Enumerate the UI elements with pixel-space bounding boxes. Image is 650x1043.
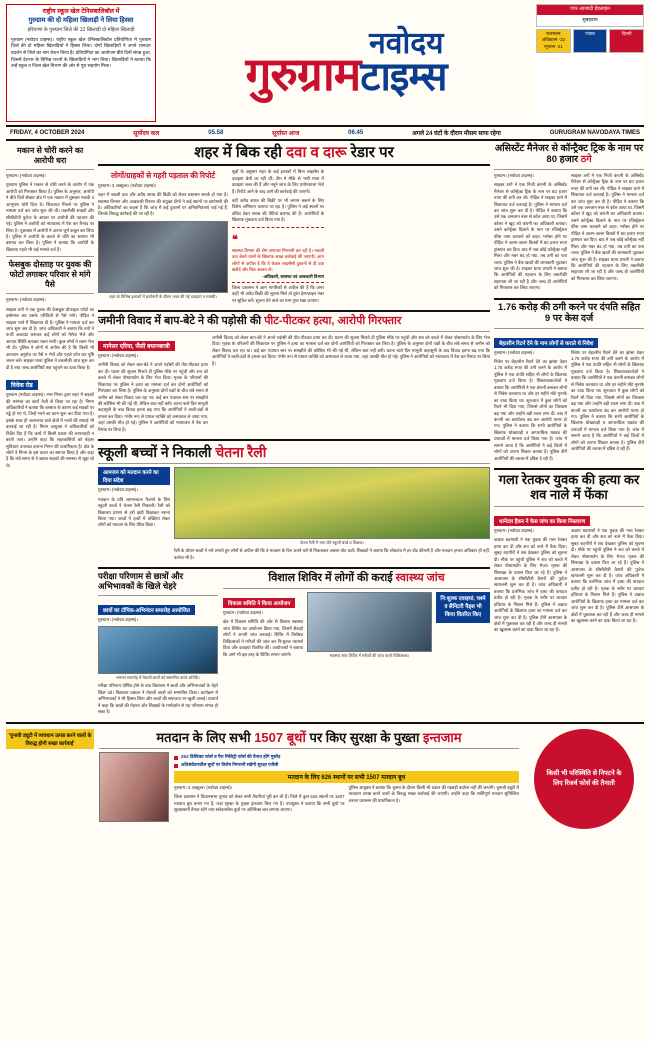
camp-kicker: विकास समिति ने किया आयोजन: [223, 598, 295, 608]
masthead-navodaya: नवोदय: [369, 27, 444, 61]
column-center: [98, 144, 490, 719]
column-right: [494, 144, 644, 719]
camp-headline: [223, 572, 490, 585]
weather-forecast: अगले 24 घंटों के दौरान मौसम साफ रहेगा: [412, 131, 501, 137]
school-headline-pre: स्कूली बच्चों ने निकाली: [98, 444, 212, 461]
masthead-title: [160, 27, 532, 101]
weather-sub: सुबहवाय: [582, 17, 598, 23]
assistant-headline: [494, 144, 644, 166]
camp-headline-red: स्वास्थ्य जांच: [395, 572, 445, 585]
booth-body1: जिला प्रशासन ने विधानसभा चुनाव को लेकर सभी तैयारियां पूरी कर ली हैं। जिले में कुल 626 स्थानों पर 1507 मतदान बूथ बनाए गए हैं, जहां सुरक्षा के पुख्ता इंतजाम किए गए हैं। उपायुक्त ने बताया कि सभी बूथों पर सुरक्षाकर्मी तैनात रहेंगे तथा संवेदनशील बूथों पर अतिरिक्त बल लगाया जाएगा।: [174, 794, 345, 813]
top-left-teaser: [6, 4, 156, 122]
lead-p3: वहीं अवैध शराब की बिक्री पर भी लगाम कसने के लिए विशेष अभियान चलाया जा रहा है। पुलिस ने कई स्थानों पर दबिश देकर शराब की पेटियां बरामद की हैं। आरोपियों के खिलाफ मुकदमा दर्ज किया गया है।: [232, 198, 324, 223]
school-kicker: आमजन को मतदान करने का दिया संदेश: [98, 467, 170, 485]
murder-byline: गुरुग्राम। (नवोदय टाइम्स)।: [494, 527, 534, 533]
top-strip: [6, 4, 644, 122]
school-photo-caption: चेतना रैली में भाग लेते स्कूली बच्चे व शिक्षक।: [300, 540, 364, 546]
weather-flags: [536, 29, 644, 53]
story-theft-body: गुरुग्राम पुलिस ने मकान से चोरी करने के आरोप में एक आरोपी को गिरफ्तार किया है। पुलिस के अनुसार, आरोपी ने बीते दिनों सेक्टर क्षेत्र में एक मकान में घुसकर नकदी व आभूषण चोरी किए थे। शिकायत मिलने पर पुलिस ने मामला दर्ज कर जांच शुरू की थी। तकनीकी साक्ष्यों और सीसीटीवी फुटेज के आधार पर आरोपी की पहचान की गई। पुलिस ने आरोपी को न्यायालय में पेश कर रिमांड पर लिया है। पूछताछ में आरोपी ने अपना जुर्म कबूल कर लिया है। पुलिस ने आरोपी के कब्जे से चोरी का सामान भी बरामद कर लिया है। पुलिस ने बताया कि आरोपी के खिलाफ पहले भी कई मामले दर्ज हैं।: [6, 182, 94, 252]
lead-quote-attrib: -अधिकारी, स्वास्थ्य एवं आबकारी विभाग: [262, 273, 324, 279]
lead-quote-box: [232, 227, 324, 283]
booth-headline: [99, 730, 519, 746]
school-byline: गुरुग्राम। (नवोदय टाइम्स)।: [98, 487, 138, 493]
land-body-cont: जमीनी विवाद को लेकर बाप-बेटे ने अपने पड़ोसी की पीट-पीटकर हत्या कर दी। घटना की सूचना मिलते ही पुलिस मौके पर पहुंची और शव को कब्जे में लेकर पोस्टमार्टम के लिए भेज दिया। मृतक के परिजनों की शिकायत पर पुलिस ने हत्या का मामला दर्ज कर दोनों आरोपियों को गिरफ्तार कर लिया है। पुलिस के अनुसार दोनों पक्षों के बीच लंबे समय से जमीन को लेकर विवाद चल रहा था। कई बार पंचायत स्तर पर समझौते की कोशिश भी की गई थी, लेकिन बात नहीं बनी। घटना वाले दिन मामूली कहासुनी के बाद विवाद इतना बढ़ गया कि आरोपियों ने लाठी-डंडों से हमला कर दिया। गंभीर रूप से घायल व्यक्ति को अस्पताल ले जाया गया, जहां उसकी मौत हो गई। पुलिस ने आरोपियों को न्यायालय में पेश कर रिमांड पर लिया है।: [212, 334, 490, 366]
lead-headline-red: दवा व दारू: [286, 144, 347, 161]
booth-bullets: [174, 754, 519, 769]
assistant-headline-red: ठगे: [580, 153, 592, 165]
fraud-body: निवेश पर बेहतरीन रिटर्न देने का झांसा देकर 1.76 करोड़ रुपए की ठगी करने के आरोप में पुलिस ने एक दंपति सहित नौ लोगों के खिलाफ मुकदमा दर्ज किया है। शिकायतकर्ताओं ने बताया कि आरोपियों ने एक कंपनी बनाकर लोगों से निवेश करवाया था और हर महीने मोटे मुनाफे का वादा किया था। शुरुआत में कुछ लोगों को रिटर्न भी दिया गया, जिससे लोगों का विश्वास बढ़ गया और उन्होंने बड़ी रकम लगा दी। बाद में कंपनी का कार्यालय बंद कर आरोपी फरार हो गए। पुलिस ने बताया कि सभी आरोपियों के खिलाफ धोखाधड़ी व आपराधिक षड्यंत्र की धाराओं में मामला दर्ज किया गया है। जांच में सामने आया है कि आरोपियों ने कई जिलों में लोगों को अपना शिकार बनाया है। पुलिस टीमें आरोपियों की तलाश में दबिश दे रही हैं।: [494, 359, 567, 461]
sunrise-label: सूर्योदय कल: [133, 131, 160, 137]
exam-photo: [98, 626, 218, 674]
lead-p4: जिला प्रशासन ने आम नागरिकों से अपील की है कि अगर कहीं भी अवैध बिक्री की सूचना मिले तो तुरंत हेल्पलाइन नंबर पर सूचित करें। सूचना देने वाले का नाम गुप्त रखा जाएगा।: [232, 284, 324, 303]
booth-bullet-2: अतिसंवेदनशील बूथों पर विशेष निगरानी रखेगी सुरक्षा एजेंसी: [174, 762, 519, 769]
fraud-kicker: बेहतरीन रिटर्न देने के नाम लोगों से कराते थे निवेश: [494, 338, 598, 348]
booth-yellow-band: मतदान के लिए 626 स्थानों पर सभी 1507 मतदान बूथ: [174, 771, 519, 783]
land-body: जमीनी विवाद को लेकर बाप-बेटे ने अपने पड़ोसी की पीट-पीटकर हत्या कर दी। घटना की सूचना मिलते ही पुलिस मौके पर पहुंची और शव को कब्जे में लेकर पोस्टमार्टम के लिए भेज दिया। मृतक के परिजनों की शिकायत पर पुलिस ने हत्या का मामला दर्ज कर दोनों आरोपियों को गिरफ्तार कर लिया है। पुलिस के अनुसार दोनों पक्षों के बीच लंबे समय से जमीन को लेकर विवाद चल रहा था। कई बार पंचायत स्तर पर समझौते की कोशिश भी की गई थी, लेकिन बात नहीं बनी। घटना वाले दिन मामूली कहासुनी के बाद विवाद इतना बढ़ गया कि आरोपियों ने लाठी-डंडों से हमला कर दिया। गंभीर रूप से घायल व्यक्ति को अस्पताल ले जाया गया, जहां उसकी मौत हो गई। पुलिस ने आरोपियों को न्यायालय में पेश कर रिमांड पर लिया है।: [98, 362, 208, 432]
assistant-byline: गुरुग्राम। (नवोदय टाइम्स)।: [494, 172, 534, 178]
lead-photo-caption: शहर के विभिन्न इलाकों में छापेमारी के दौरान जब्त की गई दवाइयां व सामग्री।: [109, 293, 217, 299]
story-facebook-headline: फेसबुक दोस्ताह पर युवक की फोटो लगाकर परिवार से मांगे पैसे: [8, 260, 92, 290]
lead-headline-post: रेडार पर: [350, 144, 394, 161]
land-kicker: मानेसर एरिया, जैसी बयानबाजी: [98, 341, 175, 351]
tag-vivek-road: विवेक रोड: [6, 380, 38, 390]
murder-body: अज्ञात बदमाशों ने एक युवक की गला रेतकर हत्या कर दी और शव को नाले में फेंक दिया। सुबह राहगीरों ने शव देखकर पुलिस को सूचना दी। मौके पर पहुंची पुलिस ने शव को कब्जे में लेकर पोस्टमार्टम के लिए भेजा। मृतक की शिनाख्त के प्रयास किए जा रहे हैं। पुलिस ने आसपास के सीसीटीवी कैमरों की फुटेज खंगालनी शुरू कर दी है। जांच अधिकारी ने बताया कि प्रारंभिक जांच में हत्या की वारदात प्रतीत हो रही है। मृतक के शरीर पर धारदार हथियार के निशान मिले हैं। पुलिस ने अज्ञात आरोपियों के खिलाफ हत्या का मामला दर्ज कर जांच शुरू कर दी है। पुलिस टीमें आसपास के क्षेत्रों में पूछताछ कर रही हैं और जल्द ही मामले का खुलासा करने का दावा किया जा रहा है।: [494, 537, 567, 633]
school-photo: [174, 467, 490, 539]
camp-byline: गुरुग्राम। (नवोदय टाइम्स)।: [223, 609, 263, 615]
fraud-headline: 1.76 करोड़ की ठगी करने पर दंपति सहित 9 पर केस दर्ज: [497, 301, 641, 324]
main-columns: [6, 144, 644, 719]
masthead-times: टाइम्स: [360, 54, 447, 99]
school-body2: रैली के दौरान बच्चों ने नारे लगाते हुए लोगों से अपील की कि वे मतदान के दिन अपने घरों से निकलकर अवश्य वोट डालें। शिक्षकों ने बताया कि लोकतंत्र में हर वोट कीमती है और मतदान हमारा अधिकार ही नहीं, कर्तव्य भी है।: [174, 548, 490, 560]
quote-mark-icon: ❝: [232, 233, 238, 246]
murder-kicker: थानेदार हैकर ने केस जांच का किया निस्तारण: [494, 516, 590, 526]
masthead-gurugram: गुरुग्राम: [245, 48, 361, 101]
exam-kicker: छात्रों का टॉपिक-अभिनंदन समारोह आयोजित: [98, 605, 195, 615]
lead-p2: सूत्रों के अनुसार शहर के कई इलाकों में बिना लाइसेंस के दवाइयां बेची जा रही थीं। टीम ने मौके से भारी मात्रा में दवाइयां जब्त की हैं और नमूने जांच के लिए प्रयोगशाला भेजे हैं। रिपोर्ट आने के बाद आगे की कार्रवाई की जाएगी।: [232, 169, 324, 194]
booth-headline-number: 1507 बूथों: [254, 729, 306, 745]
story-facebook-body: साइबर ठगों ने एक युवक की फेसबुक प्रोफाइल फोटो का इस्तेमाल कर उसके परिचितों से पैसे मांगे। पीड़ित ने साइबर थाने में शिकायत दी है। पुलिस ने मामला दर्ज कर जांच शुरू कर दी है। जांच अधिकारी ने बताया कि ठगों ने फर्जी अकाउंट बनाकर कई लोगों को मैसेज भेजे और आपात स्थिति बताकर रकम मांगी। कुछ लोगों ने रकम भेज भी दी। पुलिस ने लोगों से अपील की है कि किसी भी अनजान अनुरोध पर पैसे न भेजें और पहले फोन कर पुष्टि जरूर करें। साइबर थाना पुलिस ने तकनीकी जांच शुरू कर दी है तथा जल्द आरोपियों तक पहुंचने का दावा किया है।: [6, 306, 94, 370]
teaser-line1: राष्ट्रीय स्कूल खेल टेनिसबालिबॉल में: [42, 8, 120, 15]
weather-header-label: एपर आजादी हेडलाइन: [537, 5, 643, 15]
exam-byline: गुरुग्राम। (नवोदय टाइम्स)।: [98, 616, 138, 622]
booth-photo: [99, 752, 169, 822]
murder-headline: [494, 473, 644, 503]
column-left: [6, 144, 94, 719]
bottom-section: [6, 722, 644, 831]
booth-headline-post: पर किए सुरक्षा के पुख्ता: [309, 729, 420, 745]
sunset-value: 06.45: [348, 130, 364, 136]
weather-panel: [536, 4, 644, 122]
flag-punjab: पंजाब: [573, 29, 608, 53]
sunset-label: सूर्यास्त आज: [272, 131, 300, 137]
reserve-force-ad: किसी भी परिस्थिति से निपटने के लिए रिजर्व फोर्स की तैनाती: [534, 729, 634, 829]
story-theft-byline: गुरुग्राम। (नवोदय टाइम्स)।: [6, 173, 46, 178]
lead-subhead: लोगों/ग्राहकों से गहरी पड़ताल की रिपोर्ट: [110, 171, 216, 181]
assistant-headline-pre: असिस्टेंट मैनेजर से कॉन्ट्रैक्ट: [494, 143, 589, 154]
flag-delhi: दिल्ली: [609, 29, 644, 53]
school-body1: मतदान के प्रति जागरूकता फैलाने के लिए स्कूली बच्चों ने चेतना रैली निकाली। रैली को विद्यालय प्रांगण से हरी झंडी दिखाकर रवाना किया गया। बच्चों ने हाथों में तख्तियां लेकर लोगों को मतदान के लिए प्रेरित किया।: [98, 496, 170, 528]
land-headline-red: पीट-पीटकर हत्या, आरोपी गिरफ्तार: [264, 315, 402, 328]
school-headline: [98, 444, 490, 460]
story-road-body: गुरुग्राम (नवोदय टाइम्स)। नगर निगम द्वारा शहर में सड़कों की मरम्मत का कार्य तेजी से किया जा रहा है। निगम अधिकारियों ने बताया कि बरसात के कारण कई सड़कों पर गड्ढे हो गए थे, जिन्हें भरने का काम शुरू कर दिया गया है। इसके साथ ही जलभराव वाले क्षेत्रों में नालों की सफाई भी करवाई जा रही है। निगम आयुक्त ने अधिकारियों को निर्देश दिए हैं कि कार्य में किसी प्रकार की लापरवाही न बरती जाए। उन्होंने कहा कि शहरवासियों को बेहतर सुविधाएं उपलब्ध कराना निगम की प्राथमिकता है। क्षेत्र के लोगों ने निगम के इस कदम का स्वागत किया है और कहा है कि लंबे समय से वे खराब सड़कों की समस्या से जूझ रहे थे।: [6, 392, 94, 468]
booth-headline-pre: मतदान के लिए सभी: [156, 729, 251, 745]
booth-byline: गुरुग्राम। 3 अक्टूबर। (नवोदय टाइम्स)।: [174, 785, 233, 791]
assistant-body-cont: साइबर ठगों ने एक निजी कंपनी के असिस्टेंट मैनेजर से कॉन्ट्रैक्ट ट्रिक के नाम पर 80 हजार रुपए की ठगी कर ली। पीड़ित ने साइबर थाने में शिकायत दर्ज करवाई है। पुलिस ने मामला दर्ज कर जांच शुरू कर दी है। पीड़ित ने बताया कि उसे एक अनजान नंबर से कॉल आया था, जिसमें कॉलर ने खुद को कंपनी का अधिकारी बताया। उसने कॉन्ट्रैक्ट दिलाने के नाम पर रजिस्ट्रेशन फीस जमा करवाने को कहा। भरोसा होने पर पीड़ित ने अलग-अलग किस्तों में 80 हजार रुपए ट्रांसफर कर दिए। बाद में जब कोई कॉन्ट्रैक्ट नहीं मिला और नंबर बंद हो गया, तब ठगी का पता चला। पुलिस ने बैंक खातों की जानकारी जुटाकर जांच शुरू की है। साइबर थाना प्रभारी ने बताया कि आरोपियों की पहचान के लिए तकनीकी सहायता ली जा रही है और जल्द ही आरोपियों को गिरफ्तार कर लिया जाएगा।: [571, 172, 644, 281]
exam-headline: परीक्षा परिणाम से छात्रों और अभिभावकों के खिले चेहरे: [98, 571, 184, 592]
camp-sidebar-note: नि:शुल्क दवाइयां, चश्मे व सैनिटरी पैड्स भी किया वितरित किए: [436, 592, 490, 623]
story-theft-headline: मकान से चोरी करने का आरोपी धरा: [16, 146, 84, 165]
teaser-line2: गुरुग्राम की दो महिला खिलाड़ी ने लिया हिस्सा: [28, 17, 134, 25]
assistant-body: साइबर ठगों ने एक निजी कंपनी के असिस्टेंट मैनेजर से कॉन्ट्रैक्ट ट्रिक के नाम पर 80 हजार रुपए की ठगी कर ली। पीड़ित ने साइबर थाने में शिकायत दर्ज करवाई है। पुलिस ने मामला दर्ज कर जांच शुरू कर दी है। पीड़ित ने बताया कि उसे एक अनजान नंबर से कॉल आया था, जिसमें कॉलर ने खुद को कंपनी का अधिकारी बताया। उसने कॉन्ट्रैक्ट दिलाने के नाम पर रजिस्ट्रेशन फीस जमा करवाने को कहा। भरोसा होने पर पीड़ित ने अलग-अलग किस्तों में 80 हजार रुपए ट्रांसफर कर दिए। बाद में जब कोई कॉन्ट्रैक्ट नहीं मिला और नंबर बंद हो गया, तब ठगी का पता चला। पुलिस ने बैंक खातों की जानकारी जुटाकर जांच शुरू की है। साइबर थाना प्रभारी ने बताया कि आरोपियों की पहचान के लिए तकनीकी सहायता ली जा रही है और जल्द ही आरोपियों को गिरफ्तार कर लिया जाएगा।: [494, 182, 567, 291]
booth-headline-end: इन्तजाम: [422, 729, 462, 745]
sunrise-value: 05.58: [208, 130, 224, 136]
camp-photo: [307, 592, 432, 652]
paper-name: GURUGRAM NAVODAYA TIMES: [549, 130, 640, 136]
teaser-line3: हरियाणा के गुरुग्राम जिले की 12 खिलाड़ी दो महिला खिलाड़ी: [27, 27, 135, 34]
date-label: FRIDAY, 4 OCTOBER 2024: [10, 130, 85, 136]
exam-body: परीक्षा परिणाम घोषित होने के बाद विद्यालय में छात्रों और अभिभावकों के चेहरे खिल उठे। विद्यालय प्रबंधन ने मेधावी छात्रों को सम्मानित किया। कार्यक्रम में अभिभावकों ने भी हिस्सा लिया और बच्चों की सफलता पर खुशी जताई। प्राचार्य ने कहा कि छात्रों की मेहनत और शिक्षकों के मार्गदर्शन से यह परिणाम संभव हो सका है।: [98, 683, 218, 715]
murder-headline-pre: गला रेतकर युवक की हत्या: [498, 472, 621, 487]
camp-body: क्षेत्र में विकास समिति की ओर से विशाल स्वास्थ्य जांच शिविर का आयोजन किया गया, जिसमें सैकड़ों लोगों ने अपनी जांच करवाई। शिविर में विशेषज्ञ चिकित्सकों ने मरीजों की जांच कर नि:शुल्क परामर्श दिया और दवाइयां वितरित कीं। आयोजकों ने बताया कि आगे भी इस तरह के शिविर लगाए जाएंगे।: [223, 619, 303, 657]
land-byline: गुरुग्राम। (नवोदय टाइम्स)।: [98, 352, 138, 358]
lead-byline: गुरुग्राम। 3 अक्टूबर। (नवोदय टाइम्स)।: [98, 182, 157, 188]
school-headline-red: चेतना रैली: [215, 444, 267, 461]
lead-p1: शहर में नकली दवा और अवैध शराब की बिक्री को लेकर प्रशासन सतर्क हो गया है। स्वास्थ्य विभाग और आबकारी विभाग की संयुक्त टीमों ने कई स्थानों पर छापेमारी की है। अधिकारियों का कहना है कि जांच में कई दुकानों पर अनियमितताएं पाई गई हैं, जिनके विरुद्ध कार्रवाई की जा रही है।: [98, 192, 228, 217]
lead-headline-pre: शहर में बिक रही: [194, 144, 282, 161]
camp-photo-caption: स्वास्थ्य जांच शिविर में मरीजों की जांच करते चिकित्सक।: [329, 652, 410, 658]
murder-headline-post: कर शव नाले में फेंका: [530, 472, 640, 502]
murder-body-cont: अज्ञात बदमाशों ने एक युवक की गला रेतकर हत्या कर दी और शव को नाले में फेंक दिया। सुबह राहगीरों ने शव देखकर पुलिस को सूचना दी। मौके पर पहुंची पुलिस ने शव को कब्जे में लेकर पोस्टमार्टम के लिए भेजा। मृतक की शिनाख्त के प्रयास किए जा रहे हैं। पुलिस ने आसपास के सीसीटीवी कैमरों की फुटेज खंगालनी शुरू कर दी है। जांच अधिकारी ने बताया कि प्रारंभिक जांच में हत्या की वारदात प्रतीत हो रही है। मृतक के शरीर पर धारदार हथियार के निशान मिले हैं। पुलिस ने अज्ञात आरोपियों के खिलाफ हत्या का मामला दर्ज कर जांच शुरू कर दी है। पुलिस टीमें आसपास के क्षेत्रों में पूछताछ कर रही हैं और जल्द ही मामले का खुलासा करने का दावा किया जा रहा है।: [571, 527, 644, 623]
teaser-body: गुरुग्राम (नवोदय टाइम्स)। राष्ट्रीय स्कूल खेल टेनिसबालिबॉल प्रतियोगिता में गुरुग्राम जिले की दो महिला खिलाड़ियों ने हिस्सा लिया। दोनों खिलाड़ियों ने अपने शानदार प्रदर्शन से जिले का नाम रोशन किया है। प्रतियोगिता का आयोजन बीते दिनों संपन्न हुआ, जिसमें देशभर के विभिन्न राज्यों के खिलाड़ियों ने भाग लिया। खिलाड़ियों ने बताया कि उन्हें स्कूल व जिला खेल विभाग की ओर से पूरा सहयोग मिला।: [11, 36, 151, 69]
fraud-body-cont: निवेश पर बेहतरीन रिटर्न देने का झांसा देकर 1.76 करोड़ रुपए की ठगी करने के आरोप में पुलिस ने एक दंपति सहित नौ लोगों के खिलाफ मुकदमा दर्ज किया है। शिकायतकर्ताओं ने बताया कि आरोपियों ने एक कंपनी बनाकर लोगों से निवेश करवाया था और हर महीने मोटे मुनाफे का वादा किया था। शुरुआत में कुछ लोगों को रिटर्न भी दिया गया, जिससे लोगों का विश्वास बढ़ गया और उन्होंने बड़ी रकम लगा दी। बाद में कंपनी का कार्यालय बंद कर आरोपी फरार हो गए। पुलिस ने बताया कि सभी आरोपियों के खिलाफ धोखाधड़ी व आपराधिक षड्यंत्र की धाराओं में मामला दर्ज किया गया है। जांच में सामने आया है कि आरोपियों ने कई जिलों में लोगों को अपना शिकार बनाया है। पुलिस टीमें आरोपियों की तलाश में दबिश दे रही हैं।: [571, 349, 644, 452]
land-headline: [98, 315, 490, 328]
date-bar: [6, 125, 644, 141]
booth-bullet-1: 252 डिस्टिक्ट फोर्स व पैरा मिलिट्री फोर्स की तैनात होंगे मुस्तैद: [174, 754, 519, 761]
assistant-headline-post: ट्रिक के नाम पर 80 हजार: [546, 143, 644, 165]
booth-body2: पुलिस आयुक्त ने बताया कि चुनाव के दौरान किसी भी प्रकार की गड़बड़ी बर्दाश्त नहीं की जाएगी। चुनावी ड्यूटी में व्यवधान उत्पन्न करने वालों के विरुद्ध सख्त कार्रवाई की जाएगी। उन्होंने कहा कि शांतिपूर्ण मतदान सुनिश्चित कराना प्रशासन की प्राथमिकता है।: [348, 785, 519, 803]
camp-headline-pre: विशाल शिविर में लोगों की कराई: [268, 572, 393, 585]
flag-rajasthan: राजस्थान अधिकतम -33 न्यूनतम -21: [536, 29, 571, 53]
weather-header: [536, 4, 644, 27]
masthead: [160, 4, 532, 122]
exam-photo-caption: सम्मान समारोह में मेधावी छात्रों को सम्मानित करते अतिथि।: [116, 675, 200, 681]
land-headline-pre: जमीनी विवाद में बाप-बेटे ने की पड़ोसी की: [98, 315, 262, 328]
lead-photo: [98, 221, 228, 293]
quote-band: 'चुनावी ड्यूटी में व्यवधान उत्पन्न करने वालों के विरुद्ध होगी सख्त कार्रवाई': [6, 729, 94, 749]
lead-quote: स्वास्थ्य विभाग की टीम लगातार निगरानी कर रही है। नकली दवा बेचने वालों के खिलाफ सख्त कार्रवाई की जाएगी। आम लोगों से अपील है कि वे केवल लाइसेंसी दुकानों से ही दवा खरीदें और बिल अवश्य लें।: [232, 247, 324, 273]
fraud-byline: गुरुग्राम। (नवोदय टाइम्स)।: [494, 349, 534, 355]
lead-headline: [98, 144, 490, 161]
story-facebook-byline: गुरुग्राम। (नवोदय टाइम्स)।: [6, 297, 46, 303]
